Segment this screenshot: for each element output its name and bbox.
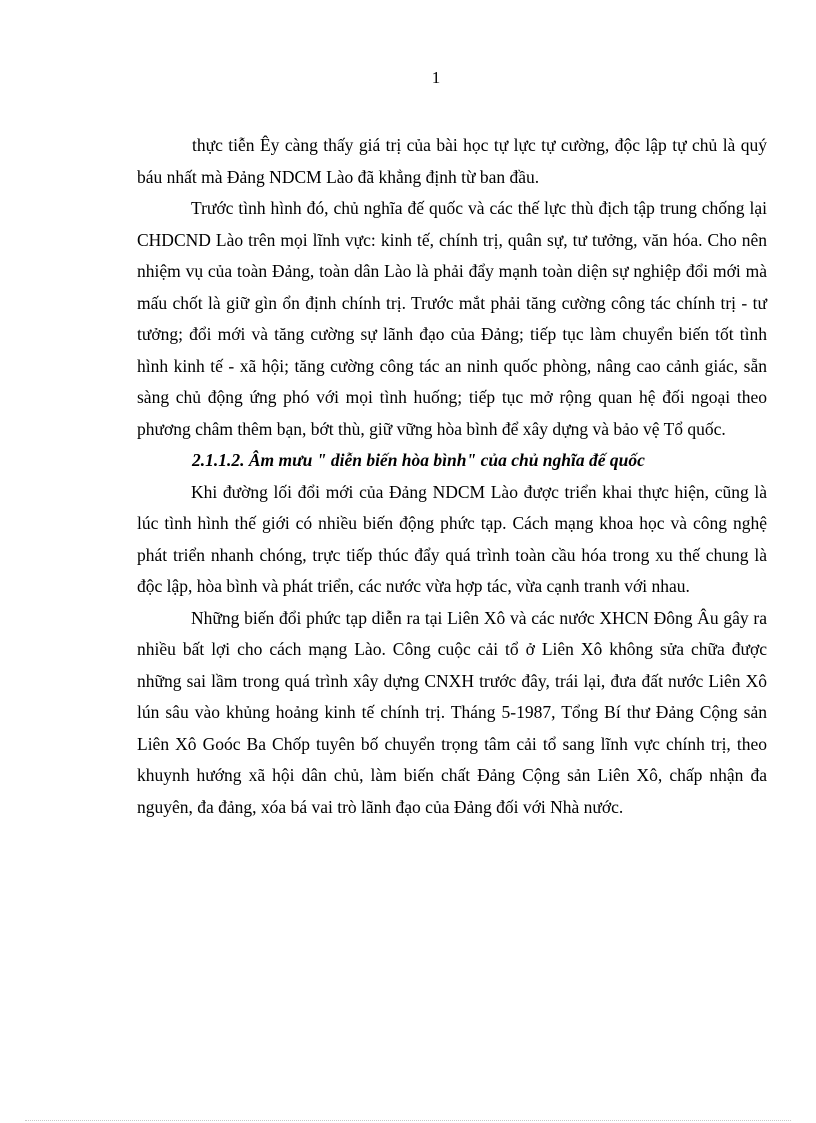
paragraph-world-situation: Khi đường lối đổi mới của Đảng NDCM Lào được triển khai thực hiện, cũng là lúc tình hình thế giới có nhiều biến động phức tạp. Cách mạng khoa học và công nghệ phát triển nhanh chóng, trực tiếp thúc đẩy quá trình toàn cầu hóa trong xu thế chung là độc lập, hòa bình và phát triển, các nước vừa hợp tác, vừa cạnh tranh với nhau. (137, 481, 767, 596)
page-number: 1 (431, 68, 441, 87)
paragraph-continuation: thực tiễn Êy càng thấy giá trị của bài học tự lực tự cường, độc lập tự chủ là quý báu nhất mà Đảng NDCM Lào đã khẳng định từ ban đầu. (137, 135, 767, 187)
paragraph-situation: Trước tình hình đó, chủ nghĩa đế quốc và các thế lực thù địch tập trung chống lại CHDCND Lào trên mọi lĩnh vực: kinh tế, chính trị, quân sự, tư tưởng, văn hóa. Cho nên nhiệm vụ của toàn Đảng, toàn dân Lào là phải đẩy mạnh toàn diện sự nghiệp đổi mới mà mấu chốt là giữ gìn ổn định chính trị. Trước mắt phải tăng cường công tác chính trị - tư tưởng; đổi mới và tăng cường sự lãnh đạo của Đảng; tiếp tục làm chuyển biến tốt tình hình kinh tế - xã hội; tăng cường công tác an ninh quốc phòng, nâng cao cảnh giác, sẵn sàng chủ động ứng phó với mọi tình huống; tiếp tục mở rộng quan hệ đối ngoại theo phương châm thêm bạn, bớt thù, giữ vững hòa bình để xây dựng và bảo vệ Tổ quốc. (137, 198, 767, 439)
paragraph-soviet-changes: Những biến đổi phức tạp diễn ra tại Liên Xô và các nước XHCN Đông Âu gây ra nhiều bất lợi cho cách mạng Lào. Công cuộc cải tổ ở Liên Xô không sửa chữa được những sai lầm trong quá trình xây dựng CNXH trước đây, trái lại, đưa đất nước Liên Xô lún sâu vào khủng hoảng kinh tế chính trị. Tháng 5-1987, Tổng Bí thư Đảng Cộng sản Liên Xô Goóc Ba Chốp tuyên bố chuyển trọng tâm cải tổ sang lĩnh vực chính trị, theo khuynh hướng xã hội dân chủ, làm biến chất Đảng Cộng sản Liên Xô, chấp nhận đa nguyên, đa đảng, xóa bá vai trò lãnh đạo của Đảng đối với Nhà nước. (137, 607, 767, 817)
document-body (137, 130, 767, 823)
section-heading: 2.1.1.2. Âm mưu " diễn biến hòa bình" của chủ nghĩa đế quốc (192, 450, 645, 470)
page-bottom-rule (25, 1120, 791, 1121)
